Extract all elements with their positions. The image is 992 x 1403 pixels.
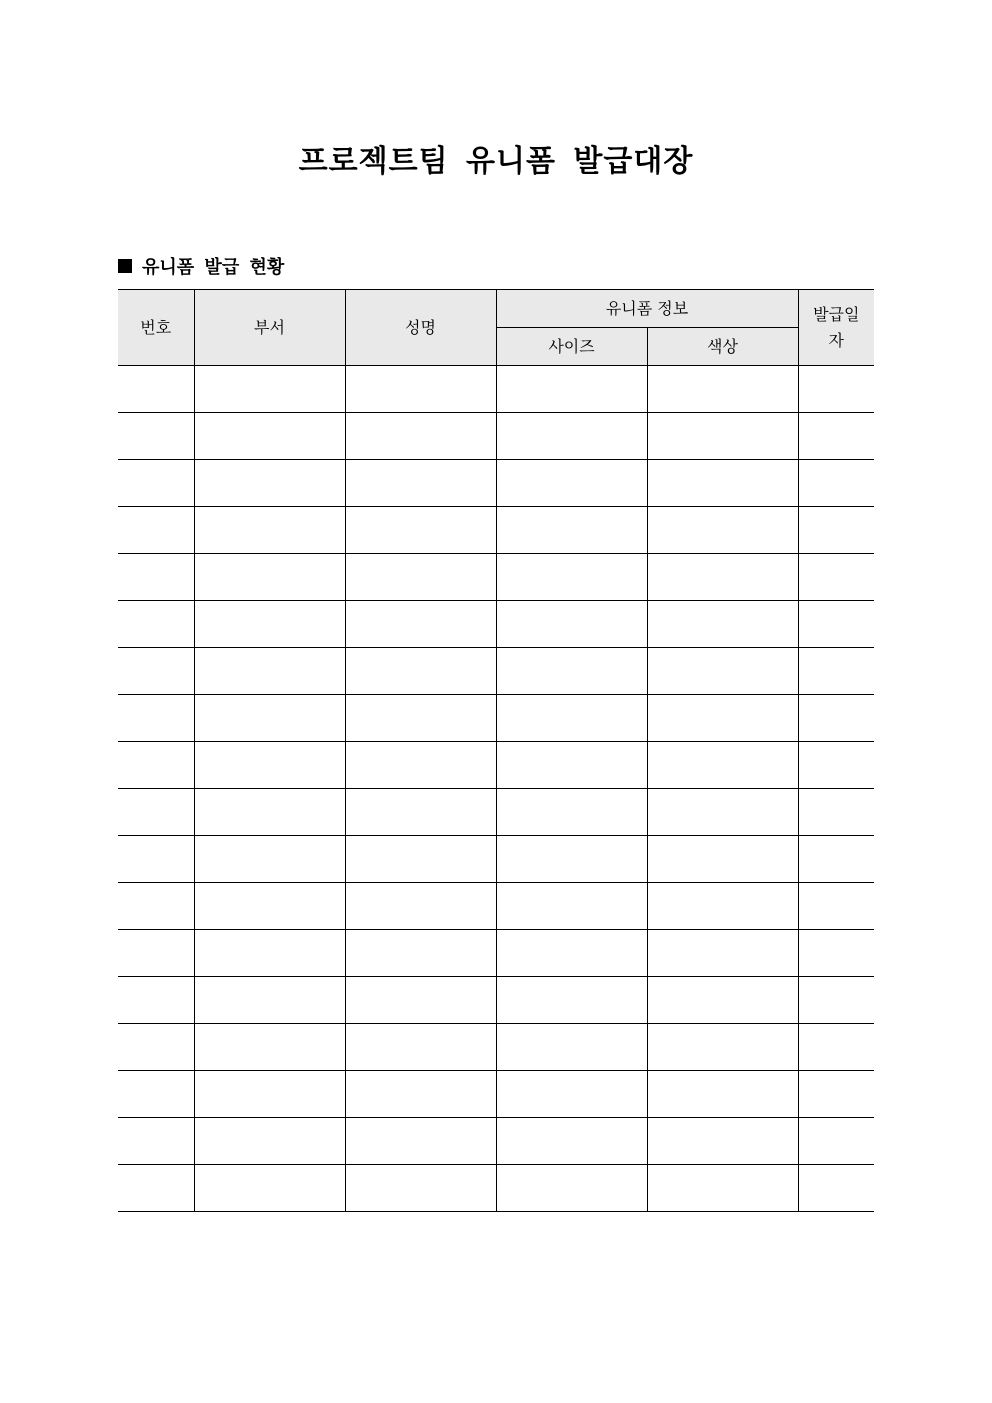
cell-color[interactable] — [647, 836, 798, 883]
cell-color[interactable] — [647, 648, 798, 695]
cell-issue-date[interactable] — [798, 883, 874, 930]
cell-department[interactable] — [194, 413, 345, 460]
header-uniform-info: 유니폼 정보 — [496, 290, 798, 328]
header-department: 부서 — [194, 290, 345, 366]
cell-department[interactable] — [194, 883, 345, 930]
cell-department[interactable] — [194, 977, 345, 1024]
cell-issue-date[interactable] — [798, 601, 874, 648]
cell-name[interactable] — [345, 883, 496, 930]
cell-name[interactable] — [345, 1071, 496, 1118]
cell-color[interactable] — [647, 1165, 798, 1212]
table-header — [118, 290, 874, 366]
cell-name[interactable] — [345, 601, 496, 648]
cell-size[interactable] — [496, 648, 647, 695]
cell-color[interactable] — [647, 883, 798, 930]
square-bullet-icon — [118, 259, 132, 273]
cell-size[interactable] — [496, 1165, 647, 1212]
cell-issue-date[interactable] — [798, 742, 874, 789]
table-row — [118, 366, 874, 413]
cell-color[interactable] — [647, 742, 798, 789]
cell-name[interactable] — [345, 1165, 496, 1212]
cell-department[interactable] — [194, 460, 345, 507]
cell-issue-date[interactable] — [798, 648, 874, 695]
table-row — [118, 413, 874, 460]
cell-department[interactable] — [194, 648, 345, 695]
cell-color[interactable] — [647, 930, 798, 977]
table-row — [118, 742, 874, 789]
cell-issue-date[interactable] — [798, 460, 874, 507]
cell-no[interactable] — [118, 507, 194, 554]
cell-issue-date[interactable] — [798, 413, 874, 460]
cell-color[interactable] — [647, 554, 798, 601]
cell-department[interactable] — [194, 1118, 345, 1165]
cell-name[interactable] — [345, 930, 496, 977]
cell-size[interactable] — [496, 836, 647, 883]
cell-size[interactable] — [496, 930, 647, 977]
cell-no[interactable] — [118, 977, 194, 1024]
cell-name[interactable] — [345, 648, 496, 695]
cell-department[interactable] — [194, 366, 345, 413]
cell-color[interactable] — [647, 1071, 798, 1118]
cell-color[interactable] — [647, 1024, 798, 1071]
cell-no[interactable] — [118, 883, 194, 930]
table-row — [118, 930, 874, 977]
cell-size[interactable] — [496, 883, 647, 930]
cell-issue-date[interactable] — [798, 695, 874, 742]
cell-issue-date[interactable] — [798, 977, 874, 1024]
table-row — [118, 507, 874, 554]
header-size: 사이즈 — [496, 328, 647, 366]
section-heading-text: 유니폼 발급 현황 — [142, 257, 285, 278]
cell-name[interactable] — [345, 366, 496, 413]
table-body — [118, 366, 874, 1212]
cell-no[interactable] — [118, 554, 194, 601]
cell-name[interactable] — [345, 507, 496, 554]
cell-size[interactable] — [496, 1071, 647, 1118]
cell-color[interactable] — [647, 507, 798, 554]
cell-no[interactable] — [118, 601, 194, 648]
cell-department[interactable] — [194, 742, 345, 789]
table-row — [118, 1024, 874, 1071]
table-row — [118, 1071, 874, 1118]
cell-no[interactable] — [118, 742, 194, 789]
cell-name[interactable] — [345, 1024, 496, 1071]
header-issue-date: 발급일자 — [798, 290, 874, 366]
cell-color[interactable] — [647, 977, 798, 1024]
cell-no[interactable] — [118, 1118, 194, 1165]
cell-size[interactable] — [496, 789, 647, 836]
cell-issue-date[interactable] — [798, 366, 874, 413]
cell-issue-date[interactable] — [798, 930, 874, 977]
table-row — [118, 554, 874, 601]
cell-no[interactable] — [118, 366, 194, 413]
cell-department[interactable] — [194, 1165, 345, 1212]
cell-size[interactable] — [496, 1118, 647, 1165]
cell-department[interactable] — [194, 789, 345, 836]
cell-no[interactable] — [118, 648, 194, 695]
cell-size[interactable] — [496, 413, 647, 460]
cell-size[interactable] — [496, 977, 647, 1024]
table-row — [118, 695, 874, 742]
cell-issue-date[interactable] — [798, 1165, 874, 1212]
cell-name[interactable] — [345, 742, 496, 789]
cell-color[interactable] — [647, 695, 798, 742]
cell-size[interactable] — [496, 1024, 647, 1071]
cell-name[interactable] — [345, 977, 496, 1024]
cell-issue-date[interactable] — [798, 1024, 874, 1071]
cell-no[interactable] — [118, 1165, 194, 1212]
cell-size[interactable] — [496, 601, 647, 648]
cell-name[interactable] — [345, 836, 496, 883]
cell-issue-date[interactable] — [798, 554, 874, 601]
table-row — [118, 460, 874, 507]
cell-color[interactable] — [647, 789, 798, 836]
cell-name[interactable] — [345, 1118, 496, 1165]
cell-color[interactable] — [647, 1118, 798, 1165]
cell-size[interactable] — [496, 554, 647, 601]
cell-no[interactable] — [118, 695, 194, 742]
cell-no[interactable] — [118, 413, 194, 460]
cell-no[interactable] — [118, 1024, 194, 1071]
cell-department[interactable] — [194, 507, 345, 554]
cell-issue-date[interactable] — [798, 1071, 874, 1118]
cell-no[interactable] — [118, 930, 194, 977]
cell-issue-date[interactable] — [798, 1118, 874, 1165]
cell-issue-date[interactable] — [798, 507, 874, 554]
cell-department[interactable] — [194, 1024, 345, 1071]
cell-department[interactable] — [194, 1071, 345, 1118]
cell-department[interactable] — [194, 554, 345, 601]
table-row — [118, 648, 874, 695]
header-color: 색상 — [647, 328, 798, 366]
table-row — [118, 601, 874, 648]
cell-size[interactable] — [496, 742, 647, 789]
cell-department[interactable] — [194, 930, 345, 977]
document-title: 프로젝트팀 유니폼 발급대장 — [298, 144, 694, 179]
section-heading — [118, 253, 284, 279]
cell-department[interactable] — [194, 695, 345, 742]
cell-color[interactable] — [647, 366, 798, 413]
table-row — [118, 1165, 874, 1212]
cell-size[interactable] — [496, 507, 647, 554]
cell-size[interactable] — [496, 460, 647, 507]
cell-name[interactable] — [345, 460, 496, 507]
cell-department[interactable] — [194, 601, 345, 648]
cell-no[interactable] — [118, 460, 194, 507]
table-row — [118, 977, 874, 1024]
table-row — [118, 836, 874, 883]
cell-no[interactable] — [118, 1071, 194, 1118]
cell-department[interactable] — [194, 836, 345, 883]
table-row — [118, 789, 874, 836]
cell-issue-date[interactable] — [798, 836, 874, 883]
cell-size[interactable] — [496, 366, 647, 413]
cell-color[interactable] — [647, 413, 798, 460]
uniform-issue-table — [118, 289, 874, 1212]
table-row — [118, 883, 874, 930]
cell-name[interactable] — [345, 695, 496, 742]
cell-color[interactable] — [647, 601, 798, 648]
cell-no[interactable] — [118, 836, 194, 883]
cell-name[interactable] — [345, 554, 496, 601]
cell-name[interactable] — [345, 413, 496, 460]
cell-size[interactable] — [496, 695, 647, 742]
table-row — [118, 1118, 874, 1165]
cell-issue-date[interactable] — [798, 789, 874, 836]
cell-color[interactable] — [647, 460, 798, 507]
header-name: 성명 — [345, 290, 496, 366]
header-no: 번호 — [118, 290, 194, 366]
cell-name[interactable] — [345, 789, 496, 836]
cell-no[interactable] — [118, 789, 194, 836]
